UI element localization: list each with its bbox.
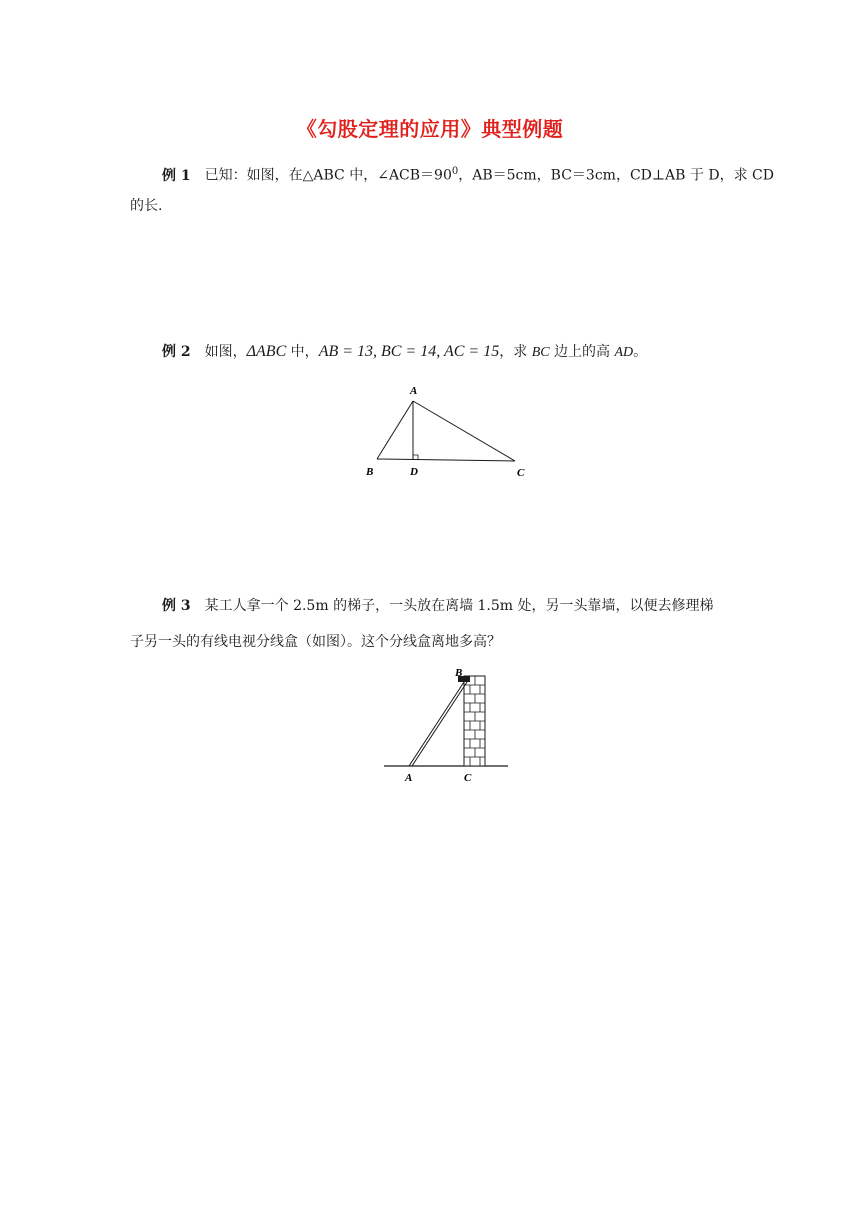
ladder-rail-right: [412, 682, 467, 766]
example-2-figure: [360, 382, 540, 482]
example-1-superscript: 0: [451, 166, 459, 177]
vertex-d-label: D: [410, 466, 418, 478]
example-2-intro: 如图，: [204, 344, 247, 360]
example-3: [130, 590, 780, 622]
side-ac: [413, 401, 515, 461]
example-2-ad: AD: [614, 345, 634, 360]
example-1-label: 例 1: [162, 167, 191, 184]
vertex-c-label: C: [517, 467, 525, 479]
example-1: [130, 156, 780, 192]
example-2-mid: 中，: [286, 344, 319, 360]
point-b-label: B: [455, 667, 463, 679]
example-2-tail-3: 。: [633, 344, 648, 360]
example-3-line-2: [130, 626, 748, 658]
side-ab: [377, 401, 413, 459]
example-1-text-part2: ，AB＝5cm，BC＝3cm，CD⊥AB 于 D，求 CD: [458, 167, 774, 184]
example-2-triangle: ΔABC: [246, 343, 287, 360]
point-c-label: C: [464, 772, 472, 784]
page-title: 《勾股定理的应用》典型例题: [296, 117, 564, 141]
ladder-rail-left: [409, 682, 464, 766]
example-2-tail-2: 边上的高: [549, 344, 615, 360]
example-3-figure: [380, 662, 520, 792]
example-2: [130, 336, 780, 369]
example-1-line-2-text: 的长.: [130, 198, 163, 214]
example-2-tail-1: ，求: [499, 344, 532, 360]
example-3-line-2-text: 子另一头的有线电视分线盒（如图）。这个分线盒离地多高？: [130, 634, 501, 650]
example-3-label: 例 3: [162, 598, 191, 614]
example-3-line-1: 某工人拿一个 2.5m 的梯子，一头放在离墙 1.5m 处，另一头靠墙，以便去修理梯: [204, 598, 714, 614]
example-2-equations: AB = 13, BC = 14, AC = 15: [318, 343, 500, 360]
example-2-label: 例 2: [162, 344, 191, 360]
example-1-line-2: [130, 190, 748, 222]
example-1-text-part1: 已知：如图，在△ABC 中，∠ACB＝90: [204, 167, 452, 184]
side-bc: [377, 459, 515, 461]
vertex-b-label: B: [366, 466, 374, 478]
vertex-a-label: A: [410, 385, 418, 397]
example-2-bc: BC: [531, 345, 550, 360]
point-a-label: A: [405, 772, 413, 784]
